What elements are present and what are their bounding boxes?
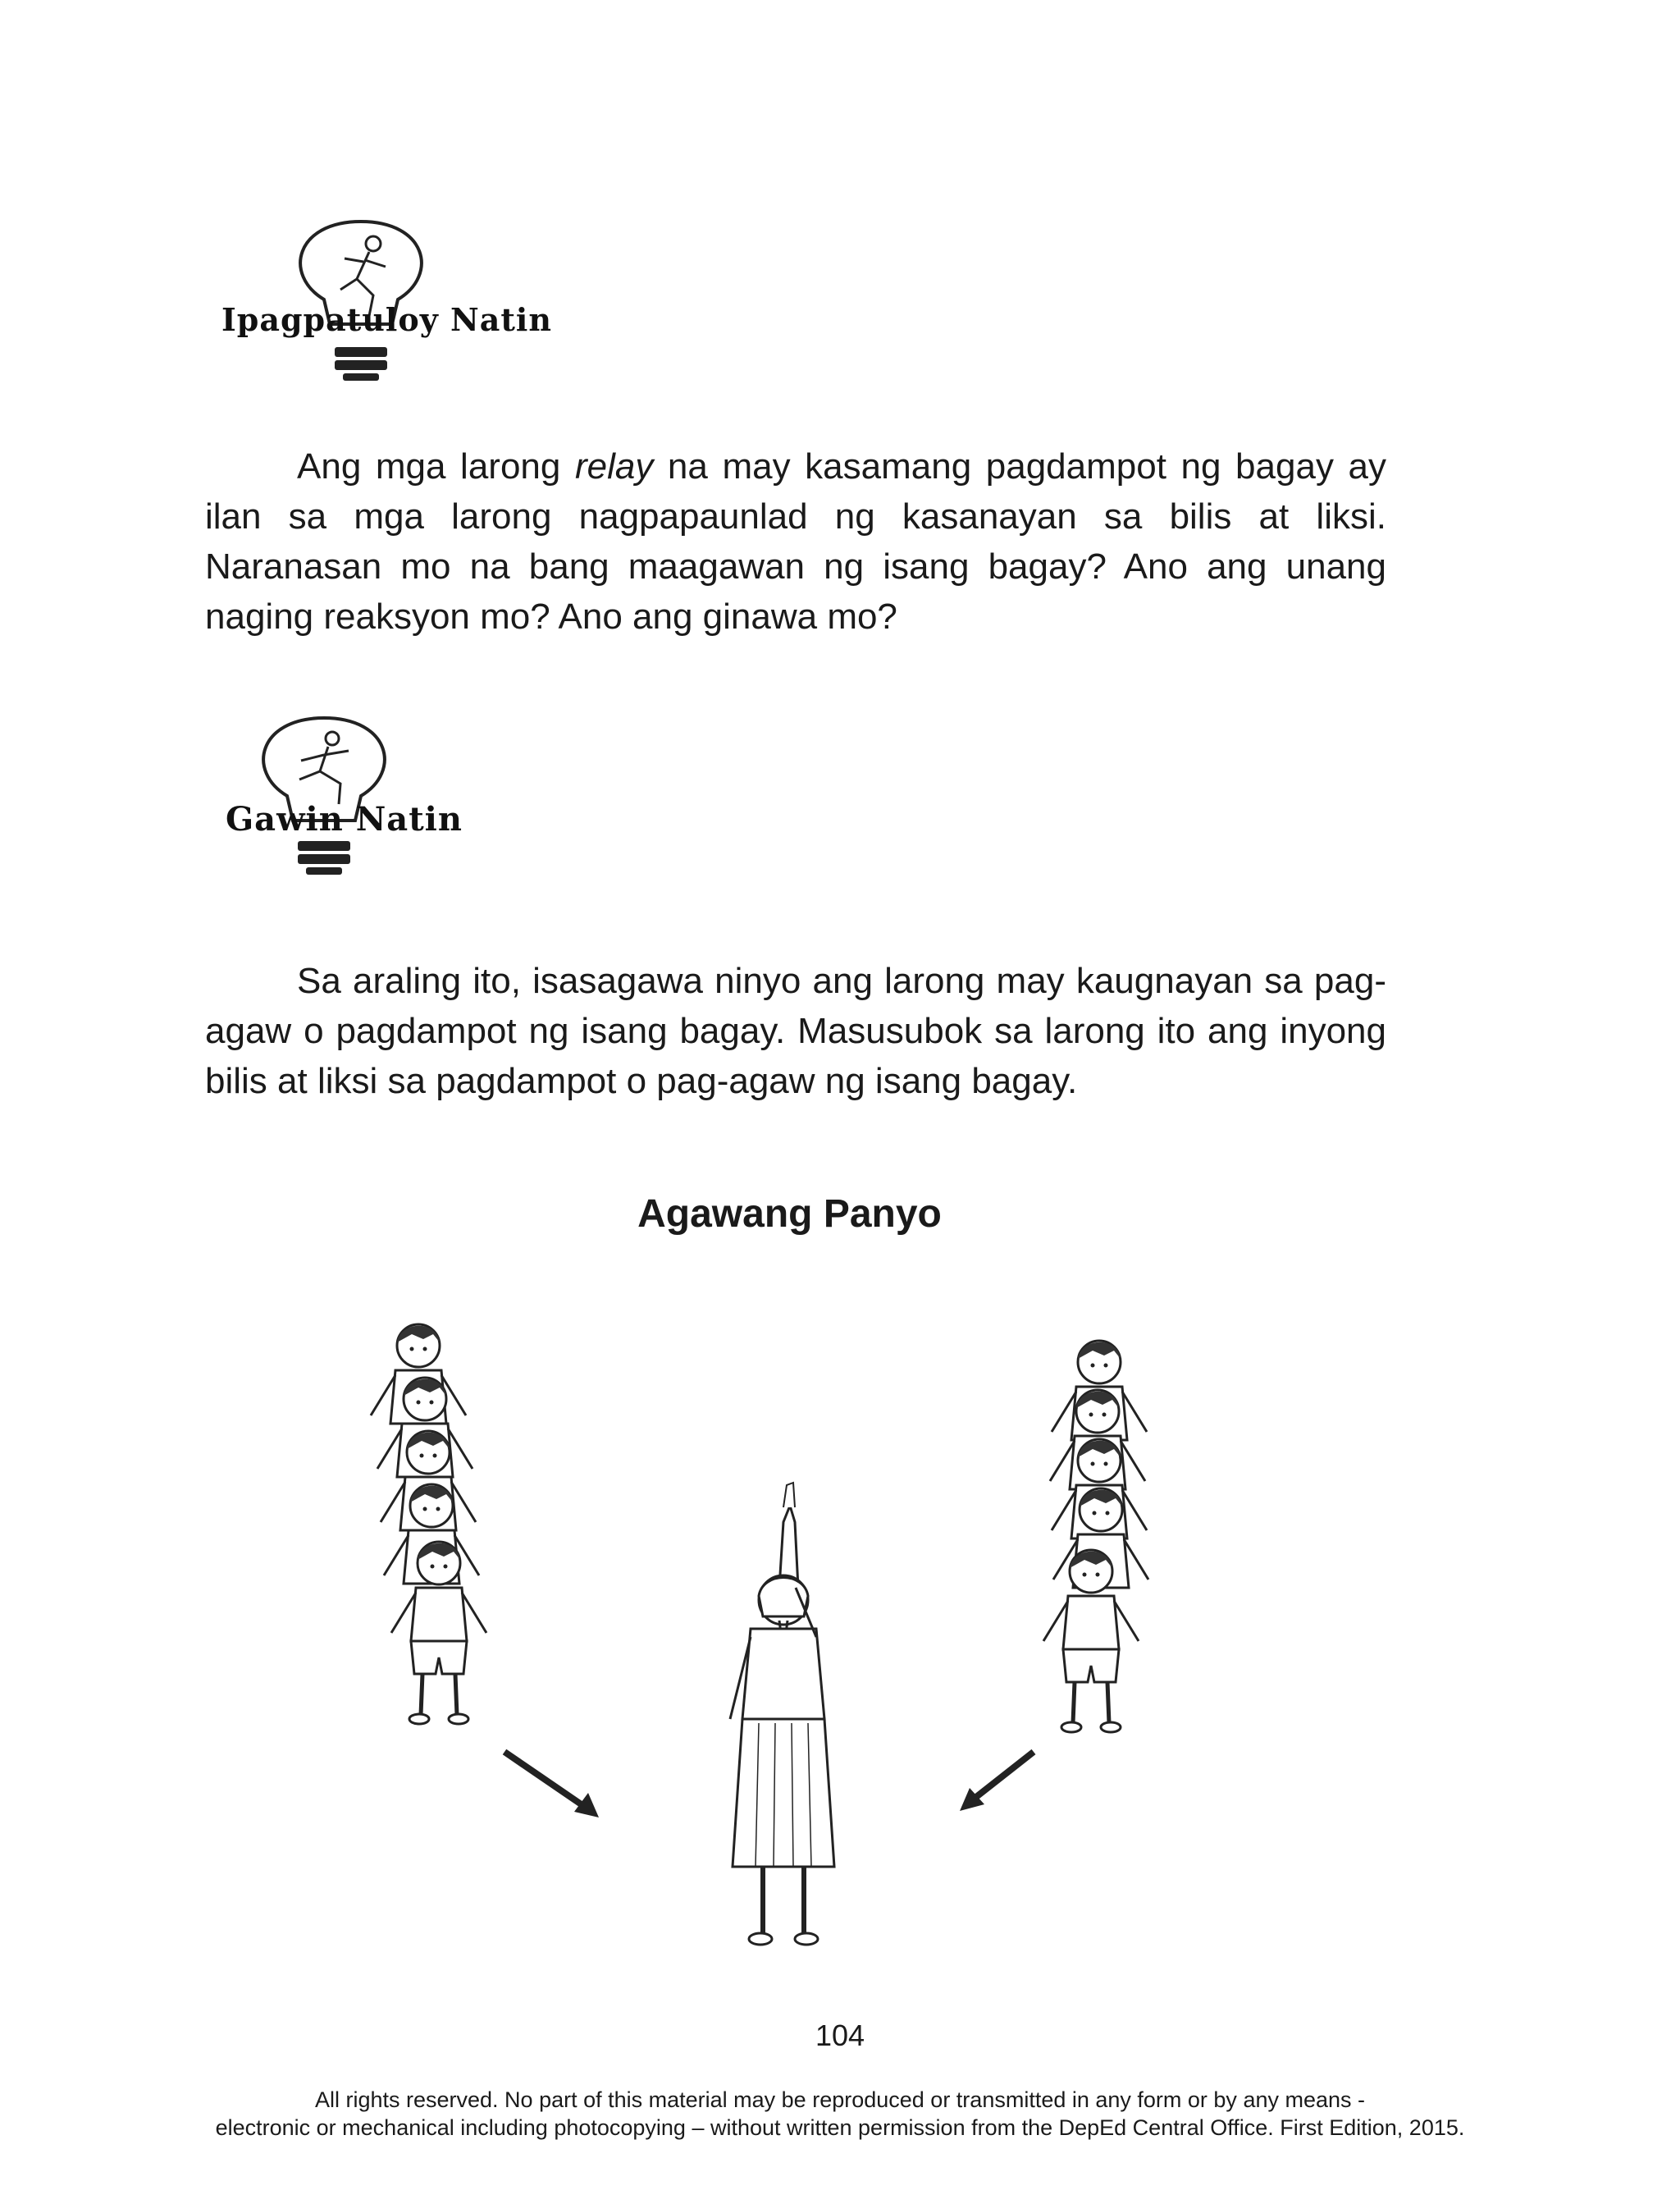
- paragraph-text: Ang mga larong: [297, 446, 575, 487]
- left-team: [371, 1324, 486, 1724]
- gawin-natin-header: [209, 702, 554, 915]
- section-header-label: Gawin Natin: [226, 800, 463, 839]
- copyright-line: All rights reserved. No part of this material may be reproduced or transmitted in any form or by any means -: [314, 2087, 1366, 2112]
- activity-title: Agawang Panyo: [637, 1192, 942, 1236]
- intro-paragraph: [205, 441, 1386, 642]
- agawang-panyo-illustration: [271, 1292, 1337, 1986]
- paragraph-text: Sa araling ito, isasagawa ninyo ang larong may kaugnayan sa pag-agaw o pagdampot ng isang bagay. Masusubok sa larong ito ang inyong bilis at liksi sa pagdampot o pag-agaw ng isang bagay.: [205, 961, 1386, 1101]
- right-team: [1043, 1341, 1148, 1732]
- section-header-label: Ipagpatuloy Natin: [221, 301, 552, 338]
- ipagpatuloy-natin-header: [205, 201, 632, 427]
- arrow-icon: [960, 1752, 1034, 1811]
- page-number: 104: [815, 2019, 865, 2052]
- center-girl-figure: [730, 1483, 834, 1945]
- paragraph-text: na may kasamang pagdampot ng bagay ay ilan sa mga larong nagpapaunlad ng kasanayan sa bilis at liksi. Naranasan mo na bang maagawan ng isang bagay? Ano ang unang naging reaksyon mo? Ano ang ginawa mo?: [205, 446, 1387, 637]
- arrow-icon: [504, 1752, 599, 1817]
- activity-paragraph: [205, 956, 1386, 1106]
- paragraph-italic-term: relay: [574, 446, 654, 487]
- copyright-notice: [0, 2086, 1680, 2142]
- copyright-line: electronic or mechanical including photocopying – without written permission from the DepEd Central Office. First Edition, 2015.: [215, 2115, 1465, 2140]
